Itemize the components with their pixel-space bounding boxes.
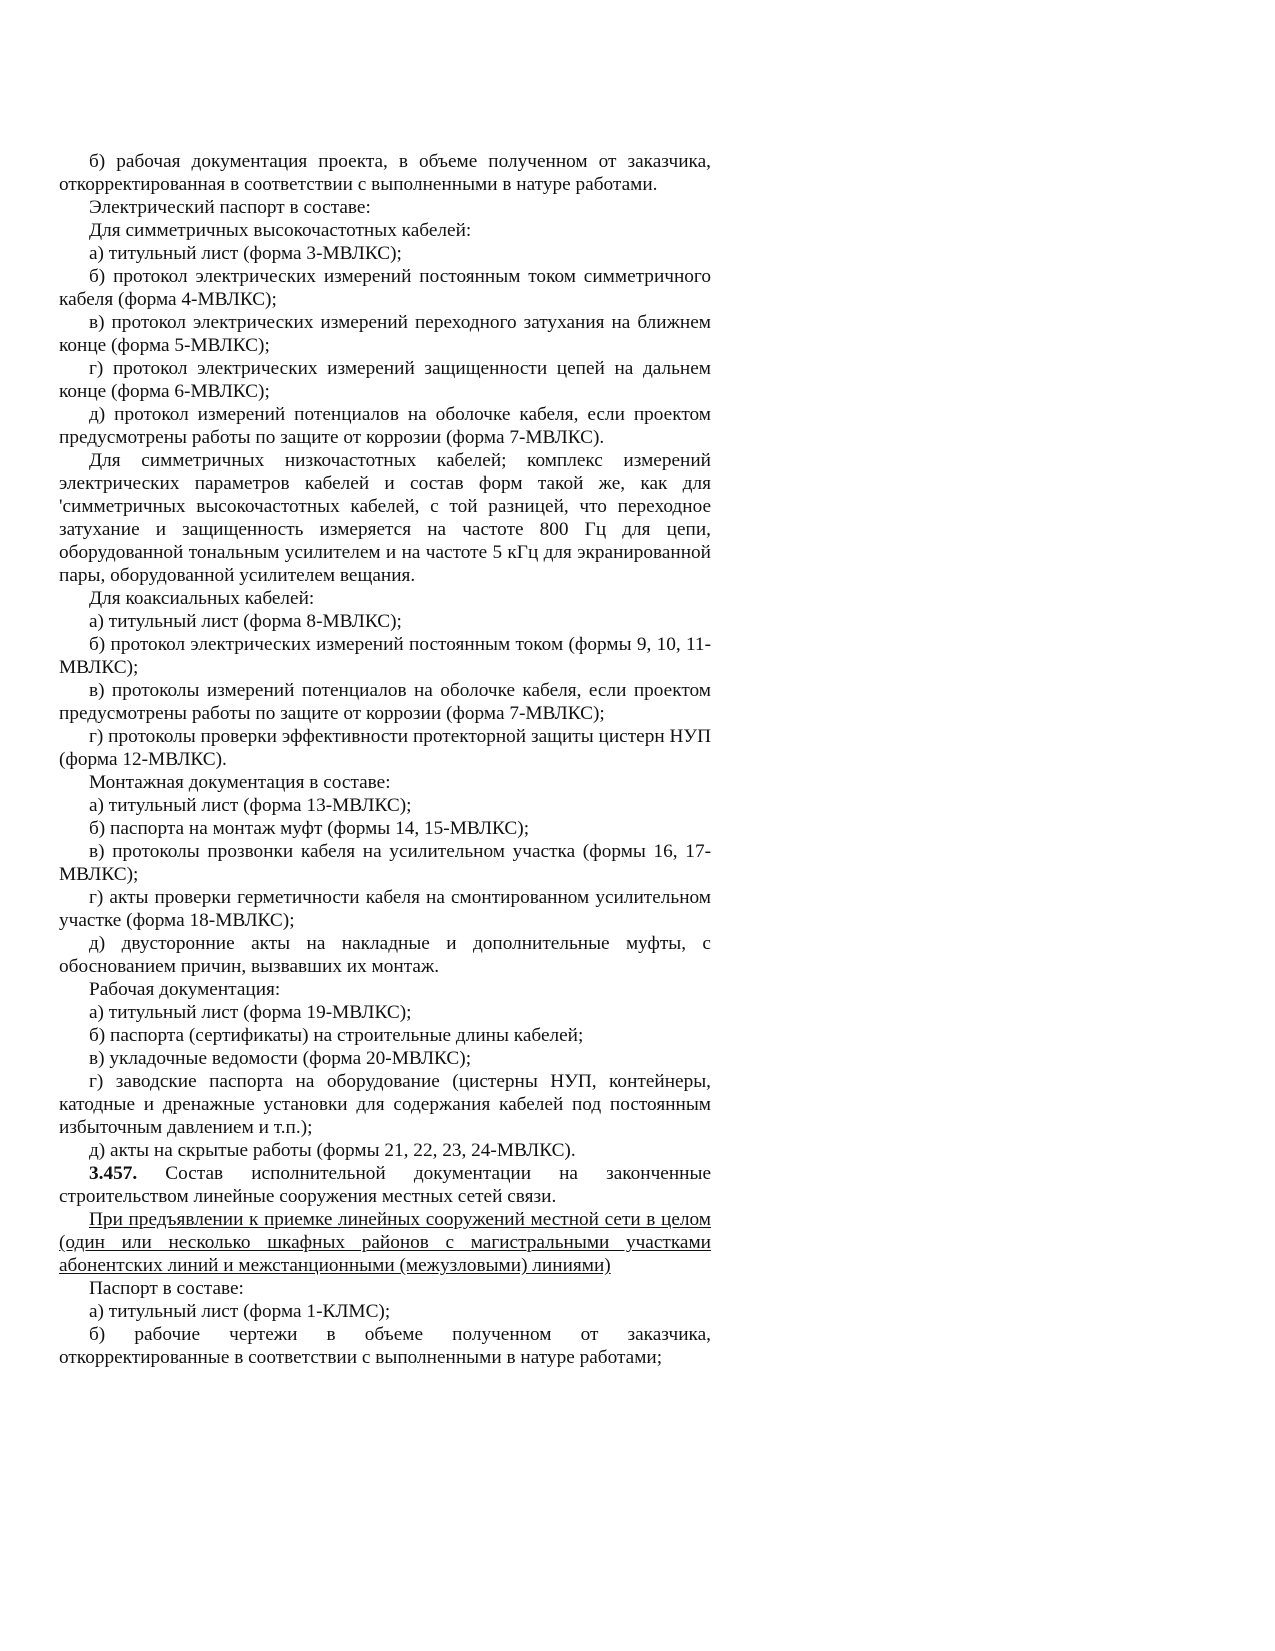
paragraph: б) паспорта на монтаж муфт (формы 14, 15-МВЛКС); [89,818,530,839]
paragraph: а) титульный лист (форма 13-МВЛКС); [89,795,412,816]
paragraph: а) титульный лист (форма 1-КЛМС); [89,1301,391,1322]
paragraph: а) титульный лист (форма 19-МВЛКС); [89,1002,412,1023]
section-paragraph [59,1162,711,1208]
underlined-heading: При предъявлении к приемке линейных сооружений местной сети в целом (один или несколько шкафных районов с магистральными участками абонентских линий и межстанционными (межузловыми) линиями) [59,1209,711,1276]
paragraph: б) протокол электрических измерений постоянным током (формы 9, 10, 11-МВЛКС); [59,634,711,678]
paragraph: Для коаксиальных кабелей: [89,588,315,609]
paragraph: в) протоколы измерений потенциалов на оболочке кабеля, если проектом предусмотрены работы по защите от коррозии (форма 7-МВЛКС); [59,680,711,724]
paragraph: г) протоколы проверки эффективности протекторной защиты цистерн НУП (форма 12-МВЛКС). [59,726,711,770]
paragraph: г) заводские паспорта на оборудование (цистерны НУП, контейнеры, катодные и дренажные установки для содержания кабелей под постоянным избыточным давлением и т.п.); [59,1071,711,1138]
paragraph: г) протокол электрических измерений защищенности цепей на дальнем конце (форма 6-МВЛКС); [59,358,711,402]
section-text: Состав исполнительной документации на законченные строительством линейные сооружения местных сетей связи. [59,1163,711,1207]
paragraph: Электрический паспорт в составе: [89,197,371,218]
paragraph: в) протокол электрических измерений переходного затухания на ближнем конце (форма 5-МВЛКС); [59,312,711,356]
paragraph: Паспорт в составе: [89,1278,244,1299]
paragraph: д) акты на скрытые работы (формы 21, 22, 23, 24-МВЛКС). [89,1140,576,1161]
paragraph: Рабочая документация: [89,979,281,1000]
paragraph: б) паспорта (сертификаты) на строительные длины кабелей; [89,1025,584,1046]
paragraph: Для симметричных высокочастотных кабелей: [89,220,472,241]
paragraph: в) укладочные ведомости (форма 20-МВЛКС); [89,1048,472,1069]
paragraph: а) титульный лист (форма 8-МВЛКС); [89,611,402,632]
paragraph: а) титульный лист (форма 3-МВЛКС); [89,243,402,264]
paragraph: Монтажная документация в составе: [89,772,391,793]
paragraph: в) протоколы прозвонки кабеля на усилительном участка (формы 16, 17-МВЛКС); [59,841,711,885]
document-page [59,150,711,1369]
paragraph: б) протокол электрических измерений постоянным током симметричного кабеля (форма 4-МВЛКС); [59,266,711,310]
paragraph: Для симметричных низкочастотных кабелей; комплекс измерений электрических параметров кабелей и состав форм такой же, как для 'симметричных высокочастотных кабелей, с той разницей, что переходное затухание и защищенность измеряется на частоте 800 Гц для цепи, оборудованной тональным усилителем и на частоте 5 кГц для экранированной пары, оборудованной усилителем вещания. [59,450,711,586]
paragraph: д) протокол измерений потенциалов на оболочке кабеля, если проектом предусмотрены работы по защите от коррозии (форма 7-МВЛКС). [59,404,711,448]
paragraph: б) рабочая документация проекта, в объеме полученном от заказчика, откорректированная в соответствии с выполненными в натуре работами. [59,151,711,195]
section-number: 3.457. [89,1163,138,1184]
paragraph: г) акты проверки герметичности кабеля на смонтированном усилительном участке (форма 18-МВЛКС); [59,887,711,931]
paragraph: б) рабочие чертежи в объеме полученном от заказчика, откорректированные в соответствии с выполненными в натуре работами; [59,1324,711,1368]
paragraph: д) двусторонние акты на накладные и дополнительные муфты, с обоснованием причин, вызвавших их монтаж. [59,933,711,977]
